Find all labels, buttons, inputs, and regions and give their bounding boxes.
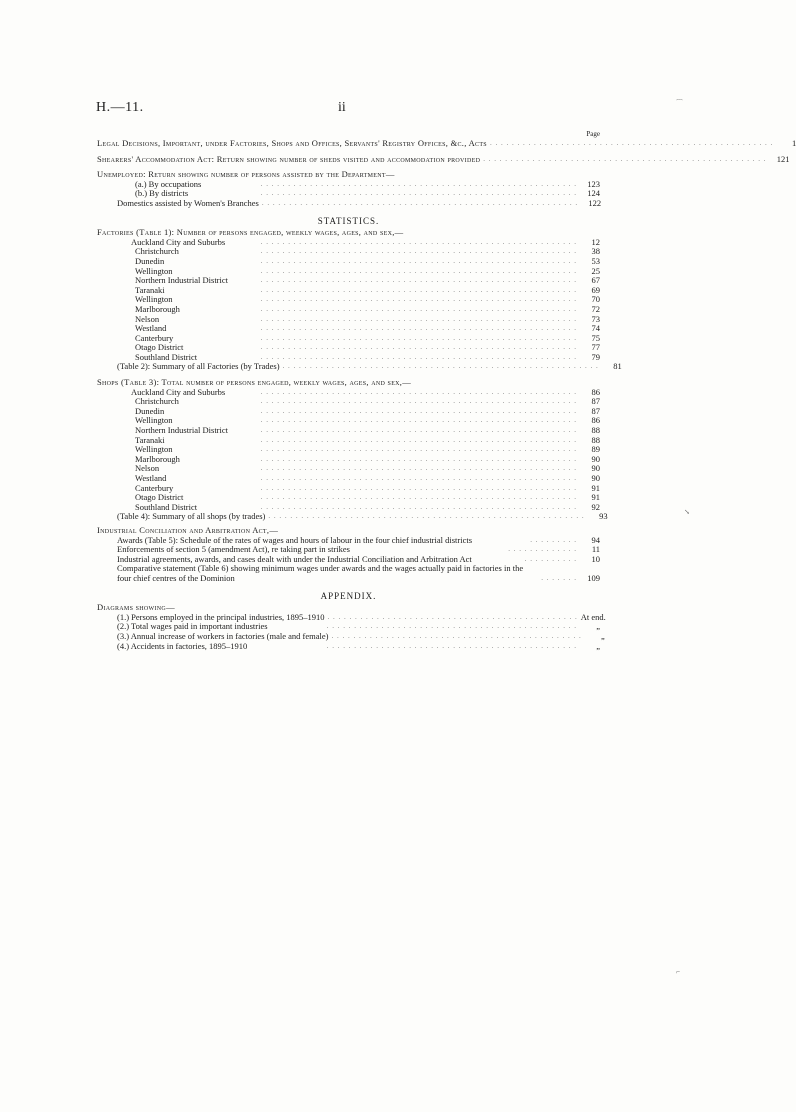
toc-entry-page: 91: [591, 482, 600, 493]
toc-entry-label: Northern Industrial District: [135, 425, 229, 436]
dot-leader: . . . . . . . . . .: [524, 554, 577, 563]
list-item: [97, 455, 600, 465]
toc-entry-page: 67: [591, 275, 600, 286]
list-item: [97, 305, 600, 315]
toc-entry-page: 122: [588, 197, 602, 208]
scan-mark: ↘: [684, 508, 690, 516]
dot-leader: . . . . . . . . .: [530, 535, 577, 544]
toc-entry-label: (Table 4): Summary of all shops (by trades): [117, 511, 266, 522]
list-item: [97, 642, 600, 652]
toc-entry-page: 79: [591, 351, 600, 362]
toc-entry-label: Northern Industrial District: [135, 275, 229, 286]
toc-entry-label: Domestics assisted by Women's Branches: [117, 197, 259, 208]
toc-entry-label: Wellington: [135, 415, 173, 426]
dot-leader: . . . . . . . . . . . . . . . . . . . . . . . . . . . . . . . . . . . . . . . . . . . . . . . . . . . . . . . . . .: [260, 237, 577, 246]
shops-list: [97, 386, 608, 522]
dot-leader: . . . . . . . . . . . . . . . . . . . . . . . . . . . . . . . . . . . . . . . . . . . . . . . . . . . . . . . . . .: [261, 198, 579, 207]
dot-leader: . . . . . . . . . . . . . . . . . . . . . . . . . . . . . . . . . . . . . . . . . . . . . . . . . . . . . . . . . .: [260, 416, 577, 425]
toc-entry-label: Taranaki: [135, 434, 165, 445]
toc-entry-label: Comparative statement (Table 6) showing minimum wages under awards and the wages actually paid in factories in the four chief centres of the Dominion: [117, 563, 524, 583]
dot-leader: . . . . . . . . . . . . . . . . . . . . . . . . . . . . . . . . . . . . . . . . . . . . . .: [326, 641, 577, 650]
toc-entry-shearers: [97, 153, 790, 165]
document-reference: H.—11.: [96, 100, 144, 115]
list-item: [97, 464, 600, 474]
list-item: [97, 397, 600, 407]
dot-leader: . . . . . . . . . . . . . . . . . . . . . . . . . . . . . . . . . . . . . . . . . . . . . . . . . . . . . . . . . .: [260, 179, 577, 188]
toc-entry-page: 12: [591, 236, 600, 247]
toc-entry-label: (3.) Annual increase of workers in factories (male and female): [117, 630, 329, 641]
toc-entry-page: „: [596, 640, 600, 651]
toc-entry-page: 87: [591, 405, 600, 416]
toc-entry-page: 86: [591, 415, 600, 426]
toc-entry-page: At end.: [580, 611, 606, 622]
toc-entry-page: 11: [591, 544, 600, 555]
factories-list: [97, 236, 622, 372]
page-column-label: Page: [586, 130, 600, 138]
toc-entry-label: Dunedin: [135, 405, 165, 416]
toc-entry-domestics: [97, 199, 600, 209]
toc-entry-label: Awards (Table 5): Schedule of the rates of wages and hours of labour in the four chief industrial districts: [117, 534, 473, 545]
toc-entry-page: 124: [587, 188, 600, 199]
toc-entry-page: 73: [591, 313, 600, 324]
toc-entry-label: Otago District: [135, 342, 184, 353]
toc-entry-label: (a.) By occupations: [135, 178, 202, 189]
dot-leader: . . . . . . . . . . . . . . . . . . . . . . . . . . . . . . . . . . . . . . . . . . . . . . . . . . . . . . . . . .: [260, 266, 577, 275]
list-item: [97, 247, 600, 257]
toc-entry-label: Wellington: [135, 294, 173, 305]
toc-entry-page: 109: [587, 572, 600, 583]
factories-summary: [97, 361, 622, 372]
toc-entry-label: Otago District: [135, 492, 184, 503]
dot-leader: . . . . . . . . . . . . . . . . . . . . . . . . . . . . . . . . . . . . . . . . . . . . . .: [326, 622, 577, 631]
toc-entry-page: 10: [591, 553, 600, 564]
toc-entry-page: 81: [613, 361, 622, 372]
scan-mark: ⌐: [676, 968, 680, 976]
dot-leader: . . . . . . . . . . . . . . . . . . . . . . . . . . . . . . . . . . . . . . . . . . . . . . . . . . . . . . . . . .: [268, 512, 585, 521]
dot-leader: . . . . . . . . . . . . . . . . . . . . . . . . . . . . . . . . . . . . . . . . . . . . . . . . . . . . . . . . . .: [260, 352, 577, 361]
toc-entry-label: (2.) Total wages paid in important industries: [117, 621, 268, 632]
dot-leader: . . . . . . . . . . . . . . . . . . . . . . . . . . . . . . . . . . . . . . . . . . . . . . . . . . . . . . . . . .: [260, 343, 577, 352]
toc-entry-label: Marlborough: [135, 303, 180, 314]
toc-entry-page: 88: [591, 434, 600, 445]
list-item: [97, 315, 600, 325]
toc-entry-page: 91: [591, 492, 600, 503]
shops-summary: [97, 511, 608, 522]
appendix-title: APPENDIX.: [320, 590, 377, 601]
toc-entry-label: (Table 2): Summary of all Factories (by Trades): [117, 361, 280, 372]
toc-entry-page: 75: [591, 332, 600, 343]
toc-entry-page: 25: [591, 265, 600, 276]
toc-entry-label: Christchurch: [135, 396, 179, 407]
dot-leader: . . . . . . . . . . . . . . . . . . . . . . . . . . . . . . . . . . . . . . . . . . . . . .: [331, 631, 582, 640]
toc-entry-page: 38: [591, 246, 600, 257]
toc-entry-label: Shearers' Accommodation Act: Return showing number of sheds visited and accommodation provided: [97, 153, 481, 164]
toc-entry-page: 69: [591, 284, 600, 295]
dot-leader: . . . . . . . . . . . . . . . . . . . . . . . . . . . . . . . . . . . . . . . . . . . . . . . . . . . . . . . . . .: [260, 474, 577, 482]
toc-entry-label: Southland District: [135, 351, 198, 362]
factories-heading: Factories (Table 1): Number of persons engaged, weekly wages, ages, and sex,—: [97, 227, 404, 238]
dot-leader: . . . . . . . . . . . . . . . . . . . . . . . . . . . . . . . . . . . . . . . . . . . . . . . . . . . . . . . . . .: [260, 304, 577, 313]
unemployed-heading: Unemployed: Return showing number of persons assisted by the Department—: [97, 169, 395, 180]
toc-entry-label: Wellington: [135, 265, 173, 276]
toc-entry-label: Nelson: [135, 313, 160, 324]
toc-entry-label: Taranaki: [135, 284, 165, 295]
dot-leader: . . . . . . . . . . . . . . . . . . . . . . . . . . . . . . . . . . . . . . . . . . . . . . . . . . . . . . . . . .: [260, 256, 577, 265]
dot-leader: . . . . . . . . . . . . . . . . . . . . . . . . . . . . . . . . . . . . . . . . . . . . . .: [327, 612, 578, 621]
toc-entry-label: Christchurch: [135, 246, 179, 257]
toc-entry-page: 77: [591, 342, 600, 353]
dot-leader: . . . . . . .: [541, 573, 577, 582]
toc-entry-page: 86: [591, 386, 600, 397]
toc-entry-page: 89: [591, 444, 600, 455]
dot-leader: . . . . . . . . . . . . . . . . . . . . . . . . . . . . . . . . . . . . . . . . . . . . . . . . . . . . . . . . . .: [260, 445, 577, 454]
toc-entry-page: 93: [599, 511, 608, 522]
toc-entry-page: 92: [591, 501, 600, 512]
toc-entry-page: 90: [591, 463, 600, 474]
toc-entry-page: 94: [591, 534, 600, 545]
table-of-contents: [97, 130, 796, 651]
dot-leader: . . . . . . . . . . . . . . . . . . . . . . . . . . . . . . . . . . . . . . . . . . . . . . . . . . . .: [489, 139, 774, 147]
scan-mark: ⌒: [676, 99, 683, 107]
dot-leader: . . . . . . . . . . . . . . . . . . . . . . . . . . . . . . . . . . . . . . . . . . . . . . . . . . . . . . . . . .: [260, 333, 577, 342]
dot-leader: . . . . . . . . . . . . . . . . . . . . . . . . . . . . . . . . . . . . . . . . . . . . . . . . . . . . . . . . . .: [260, 397, 577, 406]
toc-entry-page: 88: [591, 425, 600, 436]
dot-leader: . . . . . . . . . . . . . . . . . . . . . . . . . . . . . . . . . . . . . . . . . . . . . . . . . . . . . . . . . .: [260, 314, 577, 323]
toc-entry-label: Enforcements of section 5 (amendment Act), re taking part in strikes: [117, 544, 350, 555]
toc-entry-page: „: [596, 621, 600, 632]
toc-entry-label: (4.) Accidents in factories, 1895–1910: [117, 640, 248, 651]
dot-leader: . . . . . . . . . . . . . . . . . . . . . . . . . . . . . . . . . . . . . . . . . . . . . . . . . . . . . . . . . .: [260, 387, 577, 396]
list-item: [97, 564, 600, 583]
toc-entry-label: Wellington: [135, 444, 173, 455]
toc-entry-label: Southland District: [135, 501, 198, 512]
dot-leader: . . . . . . . . . . . . . . . . . . . . . . . . . . . . . . . . . . . . . . . . . . . . . . . . . . . . . . . . . .: [260, 435, 577, 444]
page-header: [96, 100, 612, 120]
toc-entry-page: 72: [591, 303, 600, 314]
dot-leader: . . . . . . . . . . . . . . . . . . . . . . . . . . . . . . . . . . . . . . . . . . . . . . . . . . . . . . . . . .: [260, 454, 577, 463]
toc-entry-label: Legal Decisions, Important, under Factories, Shops and Offices, Servants' Registry Offices, &c., Acts: [97, 138, 487, 148]
conciliation-list: [97, 536, 600, 584]
toc-entry-page: 53: [591, 255, 600, 266]
dot-leader: . . . . . . . . . . . . . . . . . . . . . . . . . . . . . . . . . . . . . . . . . . . . . . . . . . . . . . . . . .: [260, 247, 577, 256]
toc-entry-label: Auckland City and Suburbs: [131, 236, 226, 247]
toc-entry-page: 123: [587, 178, 600, 189]
dot-leader: . . . . . . . . . . . . . . . . . . . . . . . . . . . . . . . . . . . . . . . . . . . . . . . . . . . . . . . . . .: [260, 502, 577, 511]
toc-entry-label: Canterbury: [135, 482, 174, 493]
toc-entry-label: (1.) Persons employed in the principal industries, 1895–1910: [117, 611, 325, 622]
list-item: [97, 276, 600, 286]
toc-entry-label: Auckland City and Suburbs: [131, 386, 226, 397]
conciliation-heading: Industrial Conciliation and Arbitration Act,—: [97, 524, 279, 535]
toc-entry-label: Westland: [135, 323, 167, 334]
toc-entry-page: 74: [591, 323, 600, 334]
dot-leader: . . . . . . . . . . . . . . . . . . . . . . . . . . . . . . . . . . . . . . . . . . . . . . . . . . . . . . . . . .: [260, 493, 577, 502]
dot-leader: . . . . . . . . . . . . . . . . . . . . . . . . . . . . . . . . . . . . . . . . . . . . . . . . . . . . . . . . . .: [260, 295, 577, 304]
dot-leader: . . . . . . . . . . . . .: [508, 545, 577, 554]
page-number: ii: [338, 100, 346, 115]
dot-leader: . . . . . . . . . . . . . . . . . . . . . . . . . . . . . . . . . . . . . . . . . . . . . . . . . . . . . . . . . .: [260, 324, 577, 333]
toc-entry-label: Dunedin: [135, 255, 165, 266]
dot-leader: . . . . . . . . . . . . . . . . . . . . . . . . . . . . . . . . . . . . . . . . . . . . . . . . . . . . . . . . . .: [260, 483, 577, 492]
shops-heading: Shops (Table 3): Total number of persons engaged, weekly wages, ages, and sex,—: [97, 377, 412, 388]
toc-entry-page: 70: [591, 294, 600, 305]
toc-entry-page: 121: [776, 153, 790, 164]
dot-leader: . . . . . . . . . . . . . . . . . . . . . . . . . . . . . . . . . . . . . . . . . . . . . . . . . . . .: [483, 154, 767, 163]
statistics-title: STATISTICS.: [317, 215, 380, 226]
dot-leader: . . . . . . . . . . . . . . . . . . . . . . . . . . . . . . . . . . . . . . . . . . . . . . . . . . . . . . . . . .: [260, 276, 577, 285]
toc-entry-label: Canterbury: [135, 332, 174, 343]
toc-entry-page: 90: [591, 453, 600, 464]
toc-entry-page: 87: [591, 396, 600, 407]
dot-leader: . . . . . . . . . . . . . . . . . . . . . . . . . . . . . . . . . . . . . . . . . . . . . . . . . . . . . . . . . .: [260, 189, 577, 198]
list-item: [97, 426, 600, 436]
dot-leader: . . . . . . . . . . . . . . . . . . . . . . . . . . . . . . . . . . . . . . . . . . . . . . . . . . . . . . . . . .: [260, 464, 577, 473]
toc-entry-page: „: [600, 630, 605, 641]
toc-entry-label: Nelson: [135, 463, 160, 474]
dot-leader: . . . . . . . . . . . . . . . . . . . . . . . . . . . . . . . . . . . . . . . . . . . . . . . . . . . . . . . . . .: [260, 406, 577, 415]
toc-entry-label: Marlborough: [135, 453, 180, 464]
toc-entry-label: (b.) By districts: [135, 188, 189, 199]
dot-leader: . . . . . . . . . . . . . . . . . . . . . . . . . . . . . . . . . . . . . . . . . . . . . . . . . . . . . . . . . .: [260, 426, 577, 435]
diagrams-heading: Diagrams showing—: [97, 602, 175, 613]
toc-entry-label: Industrial agreements, awards, and cases dealt with under the Industrial Conciliation and Arbitration Act: [117, 553, 472, 564]
dot-leader: . . . . . . . . . . . . . . . . . . . . . . . . . . . . . . . . . . . . . . . . . . . . . . . . . . . . . . . . . .: [282, 362, 599, 371]
toc-entry-page: 1: [791, 138, 796, 148]
toc-entry-label: Westland: [135, 473, 167, 483]
appendix-list: [97, 611, 606, 651]
toc-entry-legal-decisions: [97, 138, 796, 149]
dot-leader: . . . . . . . . . . . . . . . . . . . . . . . . . . . . . . . . . . . . . . . . . . . . . . . . . . . . . . . . . .: [260, 285, 577, 294]
toc-entry-page: 90: [591, 473, 600, 483]
